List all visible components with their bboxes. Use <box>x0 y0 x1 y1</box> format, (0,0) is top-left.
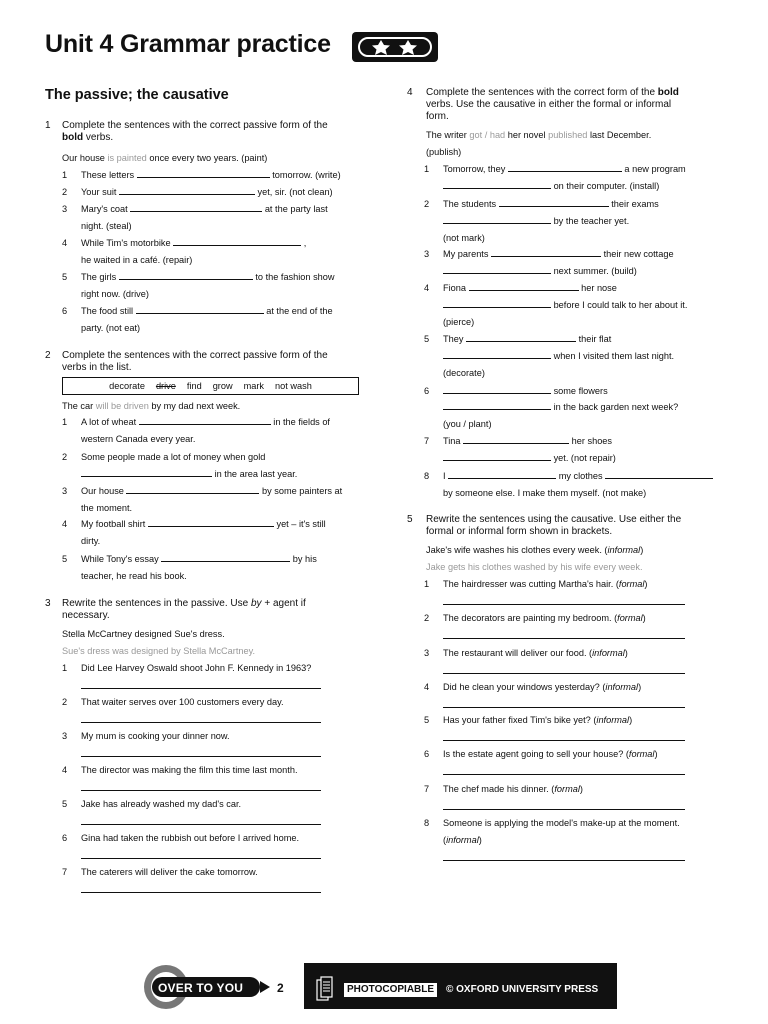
ex1-number: 1 <box>45 120 51 131</box>
ex4-item-1-tail: on their computer. (install) <box>553 181 660 191</box>
answer-blank[interactable] <box>161 552 290 562</box>
ex1-instruction-line1: Complete the sentences with the correct passive form of the <box>62 120 328 131</box>
ex1-item-1-end: tomorrow. (write) <box>272 170 341 180</box>
ex4-instruction-line1 <box>426 87 679 99</box>
ex4-item-6-cont <box>443 399 678 416</box>
ex1-item-6 <box>81 303 333 320</box>
ex4-item-1-end: a new program <box>624 164 686 174</box>
ex4-item-2-end: their exams <box>611 199 659 209</box>
ex4-instruction-line3: form. <box>426 111 449 122</box>
answer-blank[interactable] <box>136 304 264 314</box>
ex4-item-number: 3 <box>424 249 430 259</box>
ex4-item-4-start: Fiona <box>443 283 466 293</box>
ex1-bold-word: bold <box>62 132 84 143</box>
ex5-item-number: 7 <box>424 784 430 794</box>
answer-blank[interactable] <box>443 179 551 189</box>
ex2-item-2-cont <box>81 466 297 483</box>
page-title: Unit 4 Grammar practice <box>45 30 331 58</box>
ex3-number: 3 <box>45 598 51 609</box>
ex4-item-number: 6 <box>424 386 430 396</box>
word-option: mark <box>243 380 265 391</box>
ex3-item-3: My mum is cooking your dinner now. <box>81 731 230 741</box>
ex4-item-number: 7 <box>424 436 430 446</box>
photocopier-icon <box>316 976 336 1007</box>
ex1-example-answer: is painted <box>107 153 147 163</box>
answer-blank[interactable] <box>463 434 569 444</box>
ex2-item-4-cont: dirty. <box>81 536 101 546</box>
ex4-item-5-end: their flat <box>578 334 612 344</box>
ex4-item-3-start: My parents <box>443 249 489 259</box>
ex3-item-number: 2 <box>62 697 68 707</box>
ex5-item-3: The restaurant will deliver our food. (informal) <box>443 648 628 658</box>
word-option: find <box>186 380 202 391</box>
ex2-item-2: Some people made a lot of money when gold <box>81 452 266 462</box>
ex4-item-1-cont <box>443 178 659 195</box>
ex2-item-5-start: While Tony's essay <box>81 554 159 564</box>
ex4-example-answer-1: got / had <box>469 130 506 140</box>
ex2-item-2-end: in the area last year. <box>214 469 298 479</box>
ex3-instruction-end: + agent if <box>261 598 306 609</box>
answer-blank[interactable] <box>443 451 551 461</box>
ex5-item-7: The chef made his dinner. (formal) <box>443 784 583 794</box>
ex2-item-3-end: by some painters at <box>262 486 343 496</box>
ex3-item-2: That waiter serves over 100 customers every day. <box>81 697 284 707</box>
ex2-item-1-start: A lot of wheat <box>81 417 137 427</box>
ex3-item-1: Did Lee Harvey Oswald shoot John F. Kennedy in 1963? <box>81 663 312 673</box>
ex5-item-1-tag: formal <box>618 579 645 589</box>
word-option: grow <box>212 380 233 391</box>
answer-line[interactable] <box>81 756 321 757</box>
ex5-example-question: Jake's wife washes his clothes every week. (informal) <box>426 545 644 555</box>
ex4-item-1 <box>443 161 686 178</box>
ex4-item-7-end: her shoes <box>571 436 613 446</box>
ex5-example-tag: informal <box>607 545 641 555</box>
page-number: 2 <box>277 981 284 995</box>
answer-blank[interactable] <box>173 236 301 246</box>
answer-blank[interactable] <box>443 264 551 274</box>
answer-blank[interactable] <box>443 384 551 394</box>
ex3-item-number: 3 <box>62 731 68 741</box>
ex4-item-7-cont <box>443 450 616 467</box>
ex4-item-1-start: Tomorrow, they <box>443 164 506 174</box>
ex4-item-number: 1 <box>424 164 430 174</box>
answer-blank[interactable] <box>148 517 274 527</box>
ex4-item-3-cont <box>443 263 637 280</box>
ex2-instruction-line2: verbs in the list. <box>62 362 132 373</box>
ex3-item-number: 5 <box>62 799 68 809</box>
ex2-instruction-line1: Complete the sentences with the correct passive form of the <box>62 350 328 361</box>
ex1-item-2-start: Your suit <box>81 187 117 197</box>
answer-blank[interactable] <box>605 469 713 479</box>
ex5-item-6-text: Is the estate agent going to sell your house? ( <box>443 749 629 759</box>
answer-line[interactable] <box>81 858 321 859</box>
word-option: decorate <box>109 380 145 391</box>
ex5-item-4: Did he clean your windows yesterday? (informal) <box>443 682 642 692</box>
ex5-item-8-tag: informal <box>446 835 479 845</box>
ex4-item-3-tail: next summer. (build) <box>553 266 637 276</box>
ex4-example-end: last December. <box>587 130 652 140</box>
ex5-item-number: 5 <box>424 715 430 725</box>
ex4-number: 4 <box>407 87 413 98</box>
answer-line[interactable] <box>443 638 685 639</box>
ex4-item-number: 8 <box>424 471 430 481</box>
ex3-instruction-line1 <box>62 598 306 610</box>
ex4-item-6-tail: in the back garden next week? <box>553 402 679 412</box>
ex4-item-8-mid: my clothes <box>558 471 603 481</box>
ex5-item-3-tag: informal <box>592 648 625 658</box>
ex2-example <box>62 398 240 415</box>
ex2-item-number: 3 <box>62 486 68 496</box>
answer-blank[interactable] <box>491 247 601 257</box>
answer-line[interactable] <box>81 688 321 689</box>
ex1-example <box>62 150 267 167</box>
ex2-item-4-start: My football shirt <box>81 519 146 529</box>
ex4-item-5-tail: when I visited them last night. <box>553 351 675 361</box>
ex1-item-5-cont: right now. (drive) <box>81 289 149 299</box>
ex1-item-2-end: yet, sir. (not clean) <box>257 187 333 197</box>
ex3-item-7: The caterers will deliver the cake tomorrow. <box>81 867 258 877</box>
ex5-item-number: 4 <box>424 682 430 692</box>
ex5-example-text: Jake's wife washes his clothes every week. ( <box>426 545 608 555</box>
ex5-item-4-tag: informal <box>605 682 639 692</box>
answer-line[interactable] <box>443 809 685 810</box>
ex4-example-verb: (publish) <box>426 147 462 157</box>
ex4-item-5-cont <box>443 348 674 365</box>
ex4-item-5 <box>443 331 611 348</box>
ex2-example-start: The car <box>62 401 96 411</box>
ex1-example-end: once every two years. (paint) <box>146 153 268 163</box>
right-column <box>384 0 768 960</box>
ex5-item-5: Has your father fixed Tim's bike yet? (informal) <box>443 715 633 725</box>
answer-line[interactable] <box>443 673 685 674</box>
ex4-instruction-line2: verbs. Use the causative in either the formal or informal <box>426 99 672 110</box>
answer-blank[interactable] <box>139 415 271 425</box>
ex5-item-number: 2 <box>424 613 430 623</box>
ex5-item-2-text: The decorators are painting my bedroom. ( <box>443 613 618 623</box>
answer-line[interactable] <box>81 824 321 825</box>
answer-line[interactable] <box>443 860 685 861</box>
ex4-item-number: 4 <box>424 283 430 293</box>
answer-line[interactable] <box>81 892 321 893</box>
answer-blank[interactable] <box>508 162 622 172</box>
ex4-item-4-cont <box>443 297 687 314</box>
ex2-item-number: 1 <box>62 417 68 427</box>
logo-text: OVER TO YOU <box>158 981 244 995</box>
ex2-example-answer: will be driven <box>95 401 149 411</box>
answer-blank[interactable] <box>499 197 609 207</box>
ex1-item-5-start: The girls <box>81 272 117 282</box>
ex5-item-number: 1 <box>424 579 430 589</box>
ex5-item-8: Someone is applying the model's make-up at the moment. <box>443 818 680 828</box>
ex5-instruction-line1: Rewrite the sentences using the causative. Use either the <box>426 514 682 525</box>
answer-blank[interactable] <box>130 202 262 212</box>
ex4-item-5-start: They <box>443 334 464 344</box>
ex1-item-number: 2 <box>62 187 68 197</box>
ex5-item-number: 3 <box>424 648 430 658</box>
ex5-item-7-tag: formal <box>554 784 580 794</box>
ex3-example-question: Stella McCartney designed Sue's dress. <box>62 629 225 639</box>
ex4-item-number: 5 <box>424 334 430 344</box>
ex1-item-number: 5 <box>62 272 68 282</box>
ex1-item-3 <box>81 201 328 218</box>
ex4-item-8 <box>443 468 713 485</box>
ex2-item-1-end: in the fields of <box>273 417 330 427</box>
ex4-item-3 <box>443 246 674 263</box>
ex2-item-5-end: by his <box>292 554 317 564</box>
ex4-item-4-end: her nose <box>581 283 617 293</box>
ex3-example-answer: Sue's dress was designed by Stella McCartney. <box>62 646 256 656</box>
ex1-item-3-cont: night. (steal) <box>81 221 132 231</box>
ex5-item-1: The hairdresser was cutting Martha's hair. (formal) <box>443 579 648 589</box>
ex4-item-2-cont <box>443 213 629 230</box>
ex2-item-3-start: Our house <box>81 486 124 496</box>
answer-line[interactable] <box>81 790 321 791</box>
ex3-item-4: The director was making the film this time last month. <box>81 765 298 775</box>
ex1-item-4 <box>81 235 306 252</box>
ex1-item-4-cont: he waited in a café. (repair) <box>81 255 193 265</box>
ex4-item-6-end: some flowers <box>553 386 608 396</box>
ex1-item-5 <box>81 269 335 286</box>
answer-blank[interactable] <box>443 400 551 410</box>
ex1-item-6-end: at the end of the <box>266 306 333 316</box>
ex4-item-number: 2 <box>424 199 430 209</box>
answer-blank[interactable] <box>448 469 556 479</box>
answer-blank[interactable] <box>137 168 270 178</box>
ex2-item-1-cont: western Canada every year. <box>81 434 196 444</box>
ex1-instruction-line2 <box>62 132 113 144</box>
ex5-instruction-line2: formal or informal form shown in brackets. <box>426 526 613 537</box>
ex5-item-4-text: Did he clean your windows yesterday? ( <box>443 682 606 692</box>
ex5-item-1-text: The hairdresser was cutting Martha's hair. ( <box>443 579 619 589</box>
ex4-example-start: The writer <box>426 130 470 140</box>
ex4-item-2 <box>443 196 659 213</box>
ex1-item-number: 6 <box>62 306 68 316</box>
ex2-item-1 <box>81 414 330 431</box>
ex3-instruction-by: by <box>250 598 262 609</box>
ex1-item-1-start: These letters <box>81 170 135 180</box>
section-subtitle: The passive; the causative <box>45 87 229 103</box>
ex2-item-number: 2 <box>62 452 68 462</box>
ex2-item-4-end: yet – it's still <box>276 519 326 529</box>
ex1-item-1 <box>81 167 341 184</box>
ex5-item-6: Is the estate agent going to sell your house? (formal) <box>443 749 658 759</box>
publisher-name: © OXFORD UNIVERSITY PRESS <box>446 984 599 995</box>
ex1-example-start: Our house <box>62 153 108 163</box>
ex1-item-3-start: Mary's coat <box>81 204 128 214</box>
ex4-item-8-start: I <box>443 471 446 481</box>
ex5-item-2-tag: formal <box>617 613 643 623</box>
ex4-item-4-tail: before I could talk to her about it. <box>553 300 688 310</box>
answer-blank[interactable] <box>443 298 551 308</box>
word-option: not wash <box>275 380 312 391</box>
ex1-item-2 <box>81 184 333 201</box>
ex5-item-2: The decorators are painting my bedroom. (formal) <box>443 613 646 623</box>
answer-line[interactable] <box>443 604 685 605</box>
answer-blank[interactable] <box>119 185 255 195</box>
ex3-instruction-start: Rewrite the sentences in the passive. Use <box>62 598 251 609</box>
ex1-item-6-cont: party. (not eat) <box>81 323 141 333</box>
ex3-item-5: Jake has already washed my dad's car. <box>81 799 242 809</box>
ex4-item-7-tail: yet. (not repair) <box>553 453 616 463</box>
ex1-item-number: 1 <box>62 170 68 180</box>
answer-line[interactable] <box>443 774 685 775</box>
ex2-item-5 <box>81 551 317 568</box>
answer-line[interactable] <box>81 722 321 723</box>
ex5-item-5-text: Has your father fixed Tim's bike yet? ( <box>443 715 597 725</box>
ex1-item-6-start: The food still <box>81 306 134 316</box>
word-list-box <box>62 377 359 395</box>
ex4-example-answer-2: published <box>548 130 588 140</box>
ex4-item-6 <box>443 383 608 400</box>
ex2-example-end: by my dad next week. <box>148 401 241 411</box>
ex2-item-3 <box>81 483 342 500</box>
answer-blank[interactable] <box>81 467 212 477</box>
ex4-instruction-start: Complete the sentences with the correct form of the <box>426 87 658 98</box>
ex5-item-5-tag: informal <box>596 715 630 725</box>
ex4-bold-word: bold <box>657 87 679 98</box>
ex2-item-number: 4 <box>62 519 68 529</box>
ex3-instruction-line2: necessary. <box>62 610 110 621</box>
left-column <box>0 0 384 960</box>
answer-blank[interactable] <box>466 332 576 342</box>
answer-line[interactable] <box>443 740 685 741</box>
answer-blank[interactable] <box>126 484 259 494</box>
ex1-item-3-end: at the party last <box>264 204 328 214</box>
ex5-item-6-tag: formal <box>628 749 655 759</box>
ex5-item-7-text: The chef made his dinner. ( <box>443 784 555 794</box>
ex2-item-3-cont: the moment. <box>81 503 133 513</box>
answer-blank[interactable] <box>443 349 551 359</box>
ex4-item-8-cont: by someone else. I make them myself. (not make) <box>443 488 647 498</box>
ex4-item-7 <box>443 433 612 450</box>
ex4-item-7-start: Tina <box>443 436 461 446</box>
ex1-item-5-end: to the fashion show <box>255 272 335 282</box>
ex4-item-2-verb: (not mark) <box>443 233 485 243</box>
ex2-item-5-cont: teacher, he read his book. <box>81 571 187 581</box>
ex4-item-5-verb: (decorate) <box>443 368 485 378</box>
ex3-item-number: 1 <box>62 663 68 673</box>
word-option-used: drive <box>155 380 176 391</box>
ex1-item-number: 4 <box>62 238 68 248</box>
ex1-instruction-tail: verbs. <box>83 132 114 143</box>
ex4-item-4 <box>443 280 617 297</box>
ex4-item-3-end: their new cottage <box>603 249 674 259</box>
answer-blank[interactable] <box>119 270 253 280</box>
ex4-item-4-verb: (pierce) <box>443 317 475 327</box>
ex3-item-number: 4 <box>62 765 68 775</box>
ex5-item-8-tag-row: (informal) <box>443 835 482 845</box>
ex1-item-4-end: , <box>303 238 307 248</box>
ex5-item-number: 6 <box>424 749 430 759</box>
ex4-item-6-verb: (you / plant) <box>443 419 492 429</box>
ex4-item-2-tail: by the teacher yet. <box>553 216 630 226</box>
photocopiable-label: PHOTOCOPIABLE <box>344 983 437 997</box>
answer-blank[interactable] <box>469 281 579 291</box>
ex3-item-number: 6 <box>62 833 68 843</box>
ex4-example-mid: her novel <box>505 130 549 140</box>
ex3-item-number: 7 <box>62 867 68 877</box>
answer-blank[interactable] <box>443 214 551 224</box>
ex3-item-6: Gina had taken the rubbish out before I arrived home. <box>81 833 300 843</box>
ex4-item-2-start: The students <box>443 199 497 209</box>
answer-line[interactable] <box>443 707 685 708</box>
ex5-number: 5 <box>407 514 413 525</box>
ex5-item-number: 8 <box>424 818 430 828</box>
ex1-item-4-start: While Tim's motorbike <box>81 238 171 248</box>
ex4-example <box>426 127 651 144</box>
ex1-item-number: 3 <box>62 204 68 214</box>
ex2-item-4 <box>81 516 326 533</box>
ex5-example-answer: Jake gets his clothes washed by his wife every week. <box>426 562 643 572</box>
ex2-item-number: 5 <box>62 554 68 564</box>
ex2-number: 2 <box>45 350 51 361</box>
ex5-item-3-text: The restaurant will deliver our food. ( <box>443 648 593 658</box>
